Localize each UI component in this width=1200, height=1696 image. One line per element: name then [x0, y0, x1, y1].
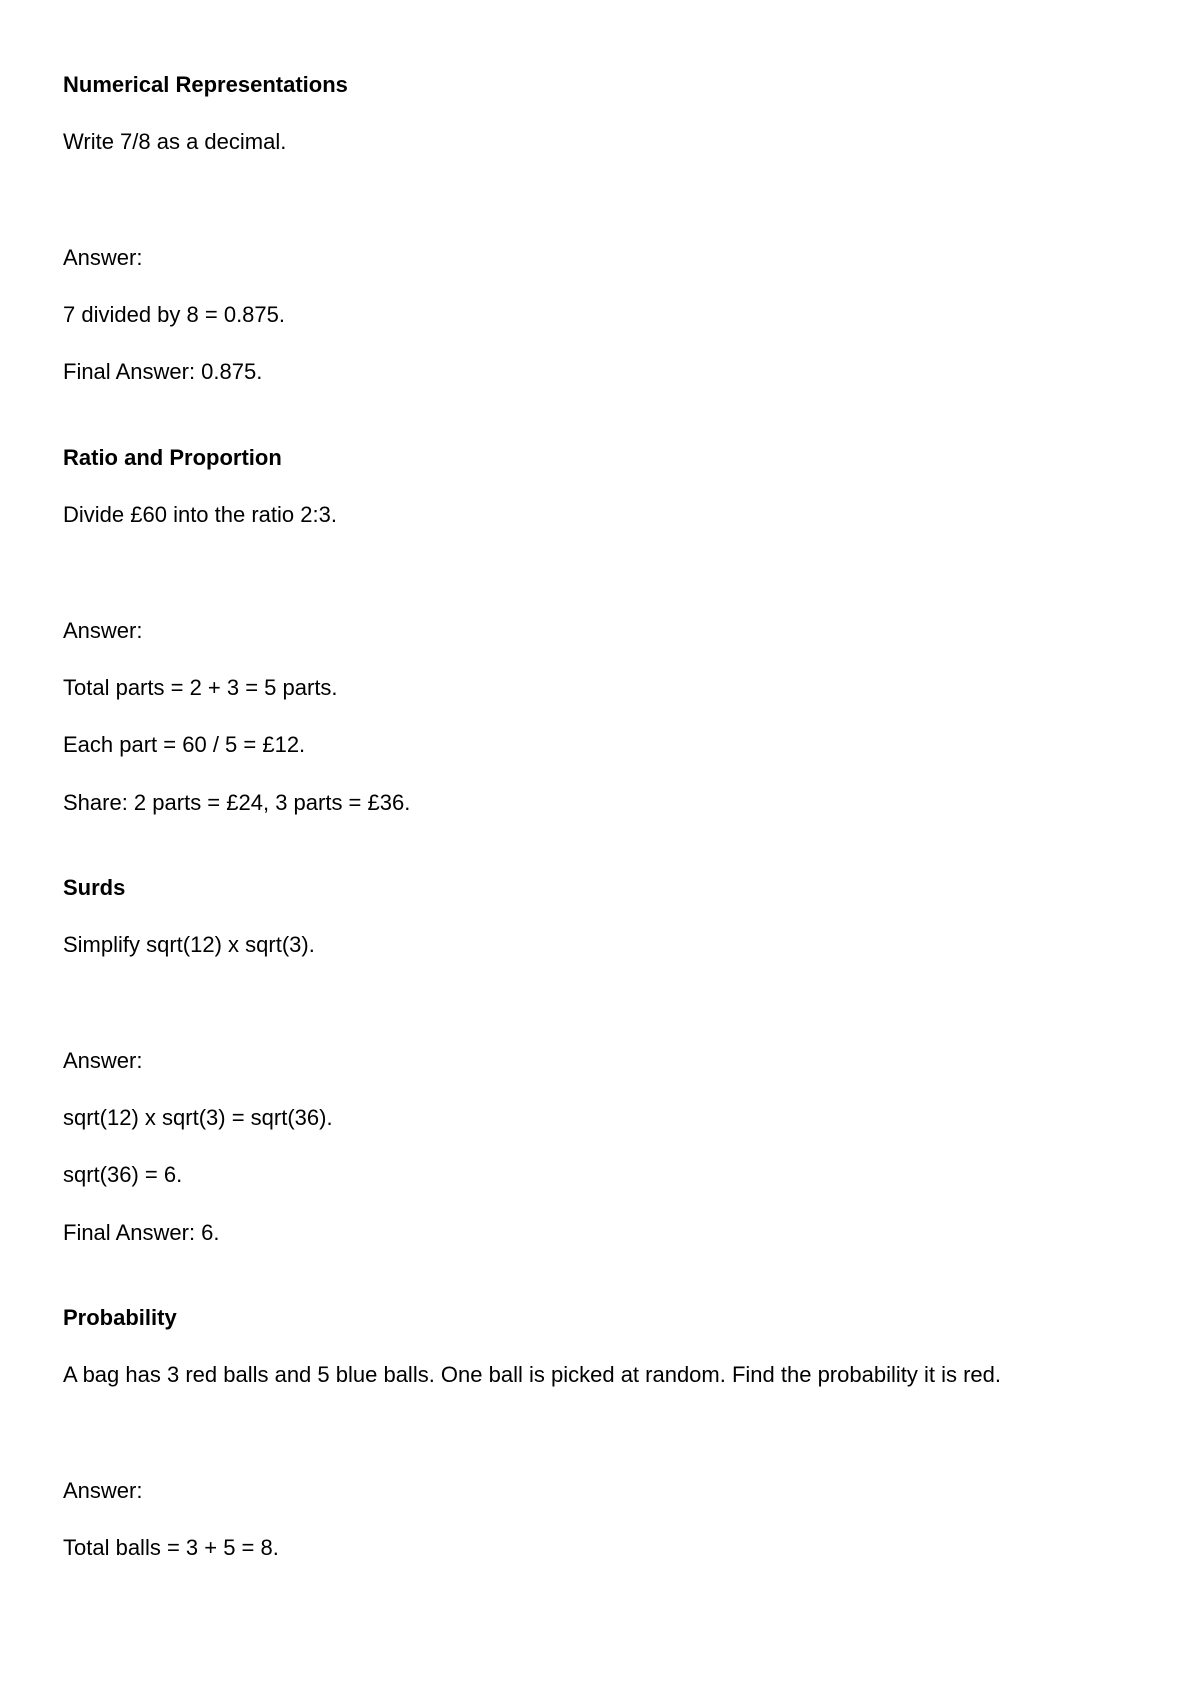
question-text: Write 7/8 as a decimal.	[63, 129, 287, 154]
answer-step: sqrt(36) = 6.	[63, 1162, 183, 1187]
final-answer: Final Answer: 0.875.	[63, 359, 263, 384]
question-text: Simplify sqrt(12) x sqrt(3).	[63, 932, 315, 957]
answer-step: sqrt(12) x sqrt(3) = sqrt(36).	[63, 1105, 333, 1130]
section-heading-ratio-and-proportion: Ratio and Proportion	[63, 445, 282, 470]
answer-step: Total balls = 3 + 5 = 8.	[63, 1535, 279, 1560]
answer-label: Answer:	[63, 618, 143, 643]
question-text: A bag has 3 red balls and 5 blue balls. One ball is picked at random. Find the probability it is red.	[63, 1362, 1001, 1387]
section-heading-surds: Surds	[63, 875, 126, 900]
answer-step: 7 divided by 8 = 0.875.	[63, 302, 285, 327]
section-heading-probability: Probability	[63, 1305, 177, 1330]
answer-label: Answer:	[63, 1048, 143, 1073]
answer-label: Answer:	[63, 245, 143, 270]
answer-step: Share: 2 parts = £24, 3 parts = £36.	[63, 790, 411, 815]
final-answer: Final Answer: 6.	[63, 1220, 220, 1245]
answer-step: Total parts = 2 + 3 = 5 parts.	[63, 675, 338, 700]
question-text: Divide £60 into the ratio 2:3.	[63, 502, 337, 527]
section-heading-numerical-representations: Numerical Representations	[63, 72, 348, 97]
answer-step: Each part = 60 / 5 = £12.	[63, 732, 306, 757]
answer-label: Answer:	[63, 1478, 143, 1503]
